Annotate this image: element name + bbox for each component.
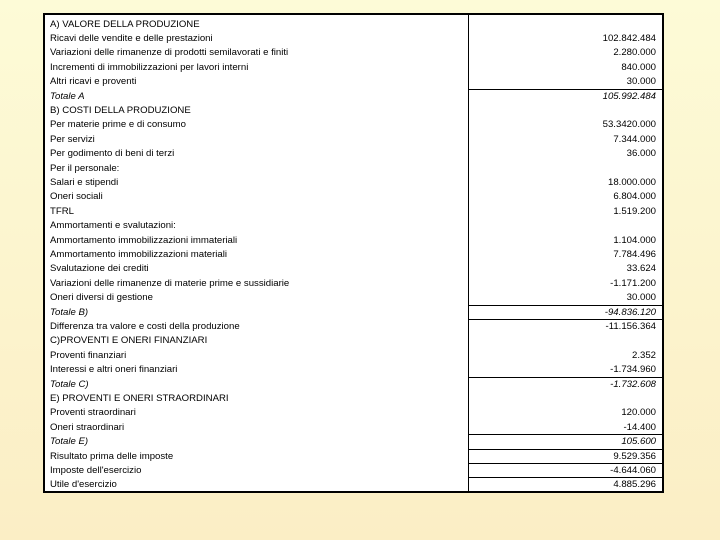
row-value: -1.171.200 [610,277,656,289]
statement-row [45,133,662,147]
statement-row [45,320,662,334]
row-label: E) PROVENTI E ONERI STRAORDINARI [50,393,229,404]
row-label: C)PROVENTI E ONERI FINANZIARI [50,335,208,347]
statement-row [45,219,662,233]
row-label: TFRL [50,205,74,217]
statement-row [45,61,662,75]
statement-row [45,190,662,204]
row-label: Per il personale: [50,162,120,174]
statement-row [45,176,662,190]
row-value: 53.3420.000 [602,119,656,131]
statement-row [45,450,662,464]
row-label: Svalutazione dei crediti [50,263,149,275]
row-value: 30.000 [626,76,656,88]
statement-row [45,46,662,60]
row-label: B) COSTI DELLA PRODUZIONE [50,105,191,116]
row-value: 7.344.000 [613,133,656,145]
statement-row [45,478,662,492]
row-value: -94.836.120 [604,306,656,318]
row-label: Imposte dell'esercizio [50,465,142,476]
row-label: Ammortamenti e svalutazioni: [50,220,176,232]
row-label: Differenza tra valore e costi della produzione [50,321,240,332]
row-value: 105.600 [621,436,656,448]
statement-row [45,90,662,104]
row-label: Salari e stipendi [50,177,119,188]
statement-row [45,306,662,320]
row-value: 18.000.000 [607,177,656,188]
statement-row [45,32,662,46]
row-value: 33.624 [626,263,656,275]
statement-row [45,205,662,219]
row-label: Altri ricavi e proventi [50,76,137,88]
statement-row [45,18,662,32]
row-label: Oneri diversi di gestione [50,292,153,304]
row-label: Incrementi di immobilizzazioni per lavori interni [50,61,249,73]
row-label: Per servizi [50,133,95,145]
row-value: 7.784.496 [613,249,656,260]
row-label: Variazioni delle rimanenze di materie prime e sussidiarie [50,277,290,289]
row-value: 6.804.000 [613,191,656,203]
row-value: 120.000 [621,407,656,419]
statement-row [45,435,662,449]
statement-row [45,147,662,161]
row-value: -11.156.364 [605,321,656,332]
statement-row [45,291,662,305]
row-label: Ricavi delle vendite e delle prestazioni [50,33,213,44]
statement-row [45,277,662,291]
statement-row [45,162,662,176]
row-value: 1.519.200 [613,205,656,217]
row-value: 9.529.356 [613,450,656,462]
statement-row [45,406,662,420]
row-label: Interessi e altri oneri finanziari [50,364,178,376]
row-label: Oneri sociali [50,191,103,203]
statement-row [45,234,662,248]
row-label: Ammortamento immobilizzazioni immateriali [50,234,238,246]
row-value: 30.000 [626,292,656,304]
row-label: Per materie prime e di consumo [50,119,186,131]
row-label: Variazioni delle rimanenze di prodotti semilavorati e finiti [50,47,289,59]
row-value: -4.644.060 [610,465,656,476]
statement-row [45,378,662,392]
row-value: -1.732.608 [610,378,656,390]
statement-row [45,392,662,406]
row-label: Totale A [50,90,85,102]
row-label: Risultato prima delle imposte [50,450,174,462]
statement-row [45,334,662,348]
statement-row [45,262,662,276]
row-value: 4.885.296 [613,479,656,491]
statement-row [45,464,662,478]
row-label: Totale E) [50,436,89,448]
row-value: 2.352 [631,349,656,361]
row-value: -14.400 [623,421,656,433]
row-label: Totale B) [50,306,89,318]
row-value: 840.000 [621,61,656,73]
row-value: 2.280.000 [613,47,656,59]
statement-row [45,248,662,262]
row-label: Ammortamento immobilizzazioni materiali [50,249,228,260]
row-value: -1.734.960 [610,364,656,376]
row-value: 102.842.484 [602,33,656,44]
row-label: A) VALORE DELLA PRODUZIONE [50,18,200,30]
statement-row [45,363,662,377]
row-label: Oneri straordinari [50,421,125,433]
row-label: Proventi finanziari [50,349,127,361]
row-label: Per godimento di beni di terzi [50,148,175,160]
row-value: 36.000 [626,148,656,160]
row-label: Totale C) [50,378,89,390]
statement-row [45,421,662,435]
row-value: 1.104.000 [613,234,656,246]
statement-row [45,349,662,363]
row-value: 105.992.484 [602,90,656,102]
row-label: Utile d'esercizio [50,479,117,491]
statement-row [45,104,662,118]
statement-row [45,118,662,132]
statement-row [45,75,662,89]
row-label: Proventi straordinari [50,407,136,419]
income-statement-table [43,13,664,493]
